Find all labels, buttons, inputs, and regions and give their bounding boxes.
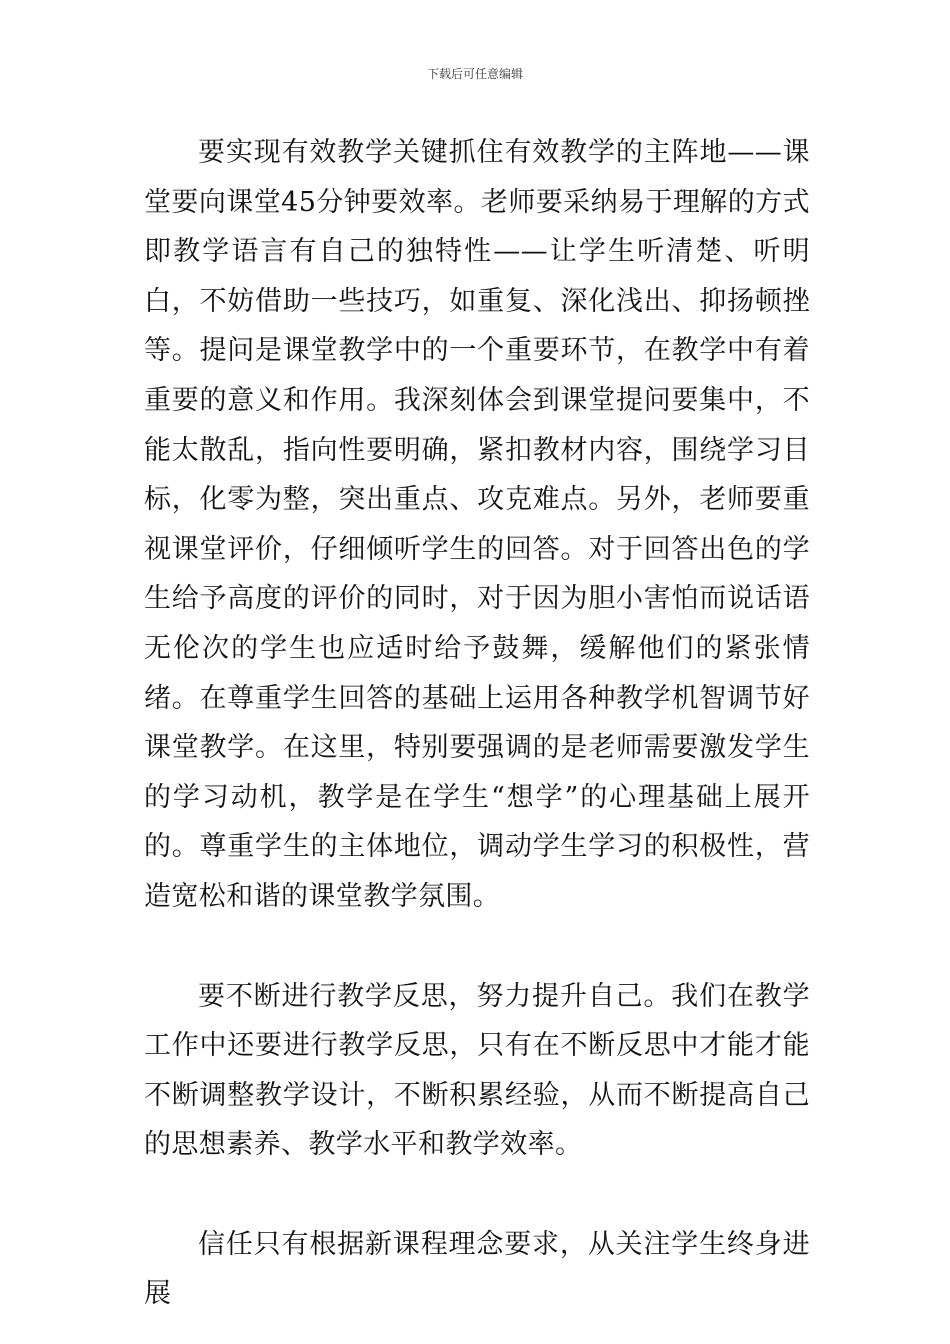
page-header: 下载后可任意编辑: [426, 67, 523, 81]
paragraph-effective-teaching: 要实现有效教学关键抓住有效教学的主阵地——课堂要向课堂45分钟要效率。老师要采纳易于理解的方式即教学语言有自己的独特性——让学生听清楚、听明白，不妨借助一些技巧，如重复、深化浅出、抑扬顿挫等。提问是课堂教学中的一个重要环节，在教学中有着重要的意义和作用。我深刻体会到课堂提问要集中，不能太散乱，指向性要明确，紧扣教材内容，围绕学习目标，化零为整，突出重点、攻克难点。另外，老师要重视课堂评价，仔细倾听学生的回答。对于回答出色的学生给予高度的评价的同时，对于因为胆小害怕而说话语无伦次的学生也应适时给予鼓舞，缓解他们的紧张情绪。在尊重学生回答的基础上运用各种教学机智调节好课堂教学。在这里，特别要强调的是老师需要激发学生的学习动机，教学是在学生“想学”的心理基础上展开的。尊重学生的主体地位，调动学生学习的积极性，营造宽松和谐的课堂教学氛围。: [144, 137, 810, 912]
paragraph-teaching-reflection: 要不断进行教学反思，努力提升自己。我们在教学工作中还要进行教学反思，只有在不断反思中才能才能不断调整教学设计，不断积累经验，从而不断提高自己的思想素养、教学水平和教学效率。: [144, 980, 810, 1161]
paragraph-trust: 信任只有根据新课程理念要求，从关注学生终身进展: [144, 1228, 810, 1310]
document-body: [144, 128, 810, 1319]
